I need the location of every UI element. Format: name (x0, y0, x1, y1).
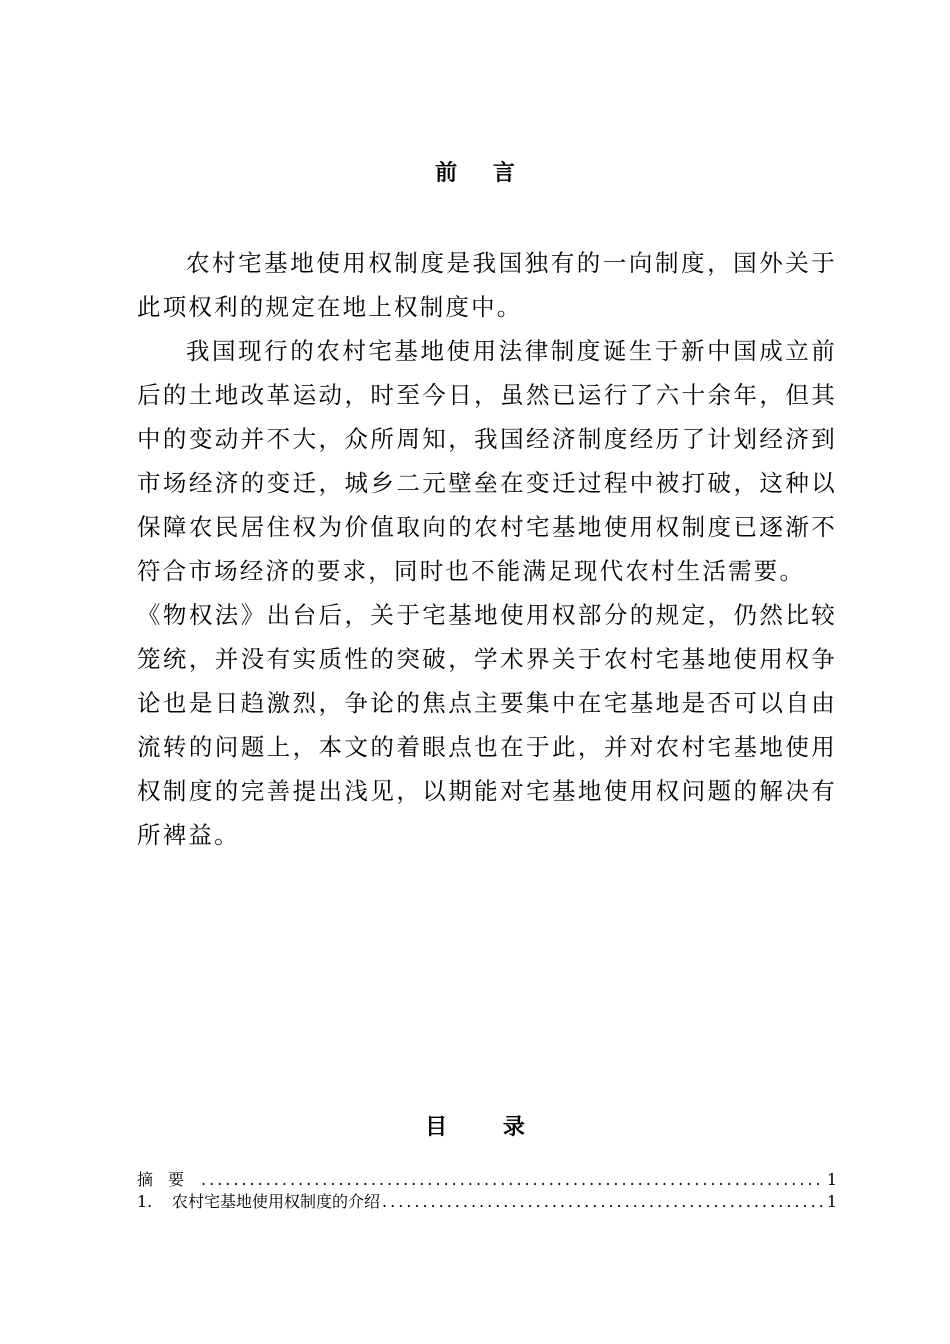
preface-paragraph-2: 我国现行的农村宅基地使用法律制度诞生于新中国成立前后的土地改革运动，时至今日，虽然已运行了六十余年，但其中的变动并不大，众所周知，我国经济制度经历了计划经济到市场经济的变迁，城乡二元壁垒在变迁过程中被打破，这种以保障农民居住权为价值取向的农村宅基地使用权制度已逐渐不符合市场经济的要求，同时也不能满足现代农村生活需要。 (137, 337, 837, 585)
toc-entry-page: 1 (826, 1192, 837, 1211)
preface-heading: 前 言 (435, 160, 529, 186)
toc-entry[interactable] (137, 1191, 837, 1213)
preface-body (137, 241, 837, 857)
preface-paragraph-3: 《物权法》出台后，关于宅基地使用权部分的规定，仍然比较笼统，并没有实质性的突破，学术界关于农村宅基地使用权争论也是日趋激烈，争论的焦点主要集中在宅基地是否可以自由流转的问题上，本文的着眼点也在于此，并对农村宅基地使用权制度的完善提出浅见，以期能对宅基地使用权问题的解决有所裨益。 (137, 601, 837, 849)
toc-entry[interactable] (137, 1169, 837, 1191)
toc-heading: 目 录 (425, 1114, 549, 1140)
toc-entry-title: 农村宅基地使用权制度的介绍 (172, 1192, 381, 1211)
toc-leader-dots (201, 1169, 825, 1191)
preface-paragraph-1: 农村宅基地使用权制度是我国独有的一向制度，国外关于此项权利的规定在地上权制度中。 (137, 249, 837, 321)
toc-entry-page: 1 (826, 1170, 837, 1189)
toc-entry-number: 1. (137, 1192, 153, 1211)
toc-list (137, 1169, 837, 1213)
toc-leader-dots (382, 1191, 825, 1213)
toc-entry-title: 摘要 (137, 1170, 200, 1189)
